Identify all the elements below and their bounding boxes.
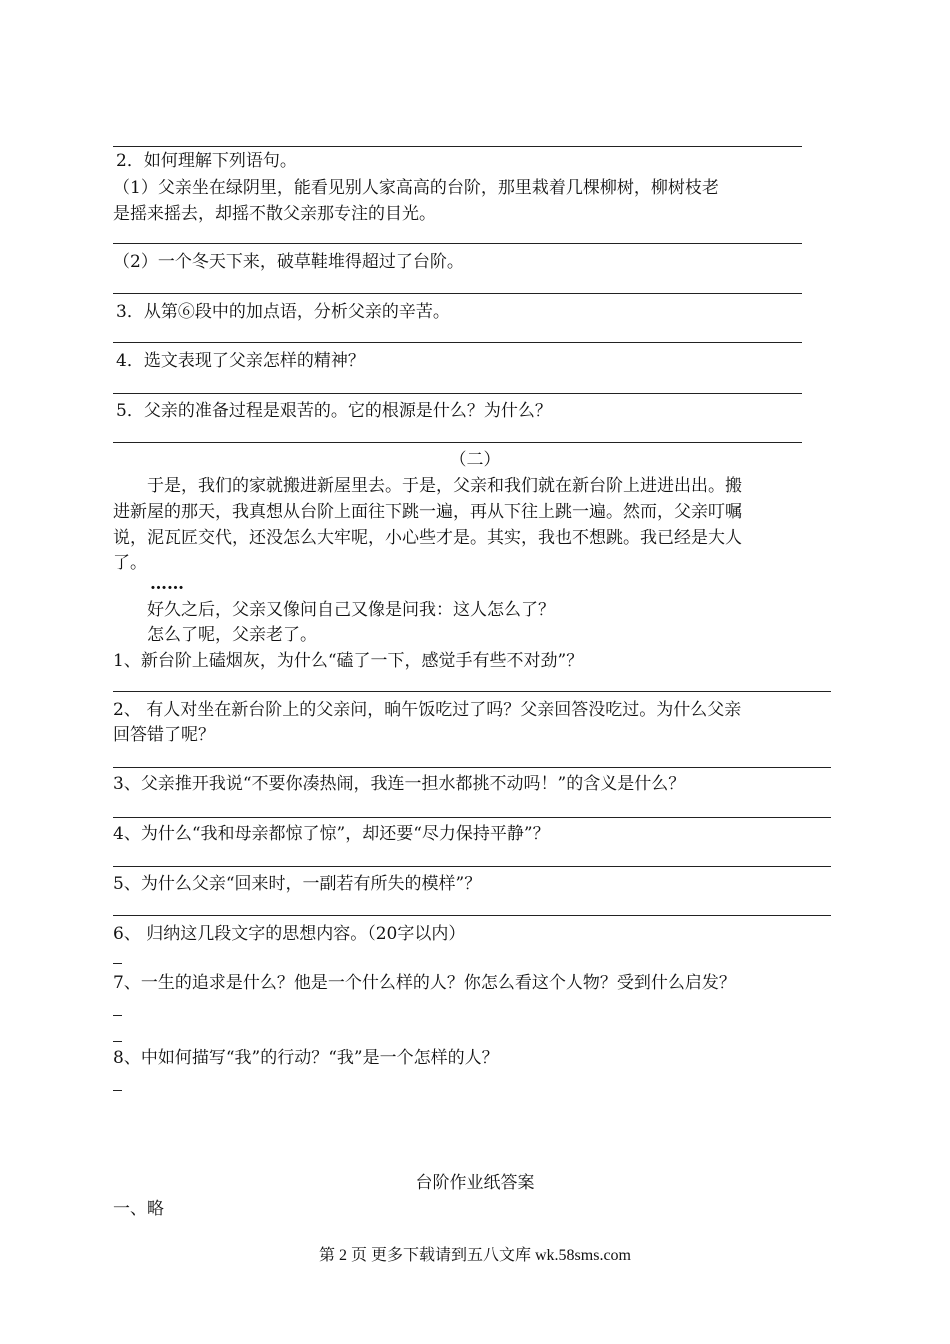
question-4: 4、为什么“我和母亲都惊了惊”，却还要“尽力保持平静”？ <box>113 824 550 844</box>
question-7: 7、一生的追求是什么？他是一个什么样的人？你怎么看这个人物？受到什么启发？ <box>113 973 736 993</box>
answer-line <box>113 691 831 692</box>
answer-blank <box>113 1090 122 1091</box>
page-footer: 第 2 页 更多下载请到五八文库 wk.58sms.com <box>318 1247 631 1264</box>
answers-title: 台阶作业纸答案 <box>415 1173 535 1193</box>
question-5: 5、为什么父亲“回来时，一副若有所失的模样”？ <box>113 874 482 894</box>
ellipsis: …… <box>150 574 184 594</box>
question-2-cont: 回答错了呢？ <box>113 725 215 745</box>
question-8: 8、中如何描写“我”的行动？“我”是一个怎样的人？ <box>113 1048 499 1068</box>
answer-line <box>113 293 802 294</box>
answer-blank <box>113 1041 122 1042</box>
passage-paragraph-1-cont: 了。 <box>113 553 147 573</box>
question-2: 2、 有人对坐在新台阶上的父亲问，晌午饭吃过了吗？父亲回答没吃过。为什么父亲 <box>113 700 742 720</box>
question-5: 5．父亲的准备过程是艰苦的。它的根源是什么？为什么？ <box>116 401 552 421</box>
question-3: 3．从第⑥段中的加点语，分析父亲的辛苦。 <box>116 302 450 322</box>
question-2-1-text-cont: 是摇来摇去，却摇不散父亲那专注的目光。 <box>113 204 436 224</box>
question-2-2-text: （2）一个冬天下来，破草鞋堆得超过了台阶。 <box>113 252 464 272</box>
answer-blank <box>113 963 122 964</box>
question-4: 4．选文表现了父亲怎样的精神？ <box>116 351 365 371</box>
question-3: 3、父亲推开我说“不要你凑热闹，我连一担水都挑不动吗！”的含义是什么？ <box>113 774 686 794</box>
section-heading: （二） <box>449 450 501 470</box>
question-6: 6、 归纳这几段文字的思想内容。（20字以内） <box>113 924 466 944</box>
passage-paragraph-1-cont: 进新屋的那天，我真想从台阶上面往下跳一遍，再从下往上跳一遍。然而，父亲叮嘱 <box>113 502 742 522</box>
passage-paragraph-3: 怎么了呢，父亲老了。 <box>147 625 317 645</box>
answer-line <box>113 767 831 768</box>
answer-blank <box>113 1015 122 1016</box>
answer-line <box>113 342 802 343</box>
passage-paragraph-1: 于是，我们的家就搬进新屋里去。于是，父亲和我们就在新台阶上进进出出。搬 <box>147 476 742 496</box>
passage-paragraph-2: 好久之后，父亲又像问自己又像是问我：这人怎么了？ <box>147 600 555 620</box>
answer-item-1: 一、略 <box>113 1199 164 1219</box>
passage-paragraph-1-cont: 说，泥瓦匠交代，还没怎么大牢呢，小心些才是。其实，我也不想跳。我已经是大人 <box>113 528 742 548</box>
question-1: 1、新台阶上磕烟灰，为什么“磕了一下，感觉手有些不对劲”？ <box>113 651 584 671</box>
answer-line <box>113 817 831 818</box>
answer-line <box>113 866 831 867</box>
answer-line <box>113 146 802 147</box>
answer-line <box>113 915 831 916</box>
question-2-1-text: （1）父亲坐在绿阴里，能看见别人家高高的台阶，那里栽着几棵柳树，柳树枝老 <box>113 178 719 198</box>
answer-line <box>113 393 802 394</box>
answer-line <box>113 442 802 443</box>
question-2: 2．如何理解下列语句。 <box>116 151 297 171</box>
answer-line <box>113 243 802 244</box>
